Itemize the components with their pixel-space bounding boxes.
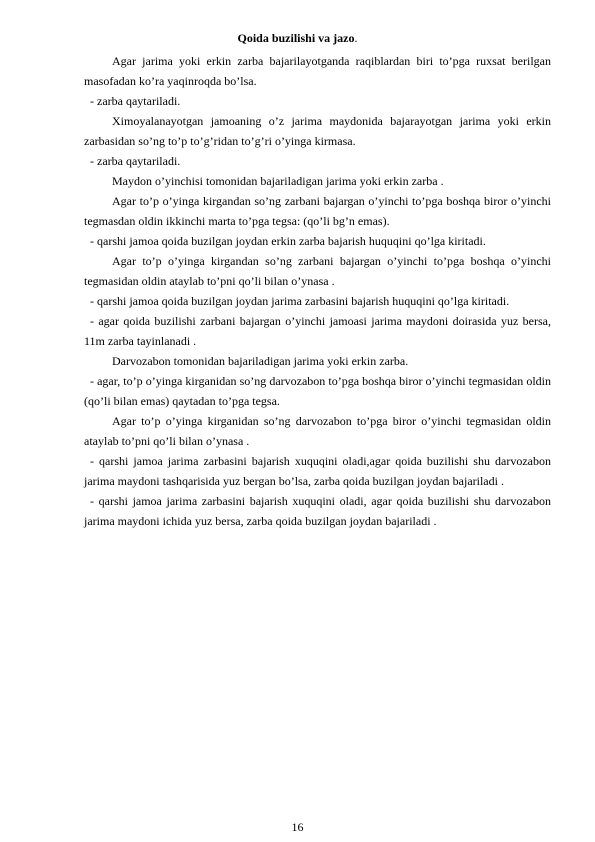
body-text (84, 51, 551, 531)
paragraph: Ximoyalanayotgan jamoaning o’z jarima maydonida bajarayotgan jarima yoki erkin zarbasidan so’ng to’p to’g’ridan to’g’ri o’yinga kirmasa. (84, 114, 551, 148)
paragraph: Agar to’p o’yinga kirgandan so’ng zarbani bajargan o’yinchi to’pga boshqa o’yinchi tegmasidan oldin ataylab to’pni qo’li bilan o’ynasa . (84, 254, 551, 288)
section-heading (0, 28, 595, 48)
paragraph: Darvozabon tomonidan bajariladigan jarima yoki erkin zarba. (112, 354, 409, 368)
paragraph: Agar to’p o’yinga kirgandan so’ng zarbani bajargan o’yinchi to’pga boshqa biror o’yinchi tegmasdan oldin ikkinchi marta to’pga tegsa: (qo’li bg’n emas). (84, 194, 551, 228)
paragraph: - agar qoida buzilishi zarbani bajargan o’yinchi jamoasi jarima maydoni doirasida yuz bersa, 11m zarba tayinlanadi . (84, 314, 551, 348)
paragraph: - qarshi jamoa jarima zarbasini bajarish xuquqini oladi,agar qoida buzilishi shu darvozabon jarima maydoni tashqarisida yuz bergan bo’lsa, zarba qoida buzilgan joydan bajariladi . (84, 454, 551, 488)
paragraph: - qarshi jamoa jarima zarbasini bajarish xuquqini oladi, agar qoida buzilishi shu darvozabon jarima maydoni ichida yuz bersa, zarba qoida buzilgan joydan bajariladi . (84, 494, 551, 528)
page-number: 16 (291, 820, 304, 834)
paragraph: - agar, to’p o’yinga kirganidan so’ng darvozabon to’pga boshqa biror o’yinchi tegmasidan oldin (qo’li bilan emas) qaytadan to’pga tegsa. (84, 374, 551, 408)
paragraph: - zarba qaytariladi. (90, 154, 181, 168)
heading-title: Qoida buzilishi va jazo (237, 31, 355, 45)
paragraph: Maydon o’yinchisi tomonidan bajariladigan jarima yoki erkin zarba . (112, 174, 444, 188)
heading-suffix: . (354, 31, 358, 45)
paragraph: Agar to’p o’yinga kirganidan so’ng darvozabon to’pga biror o’yinchi tegmasidan oldin ataylab to’pni qo’li bilan o’ynasa . (84, 414, 551, 448)
paragraph: - zarba qaytariladi. (90, 94, 181, 108)
paragraph: Agar jarima yoki erkin zarba bajarilayotganda raqiblardan biri to’pga ruxsat berilgan masofadan ko’ra yaqinroqda bo’lsa. (84, 54, 551, 88)
paragraph: - qarshi jamoa qoida buzilgan joydan erkin zarba bajarish huquqini qo’lga kiritadi. (90, 234, 486, 248)
paragraph: - qarshi jamoa qoida buzilgan joydan jarima zarbasini bajarish huquqini qo’lga kiritadi. (90, 294, 510, 308)
